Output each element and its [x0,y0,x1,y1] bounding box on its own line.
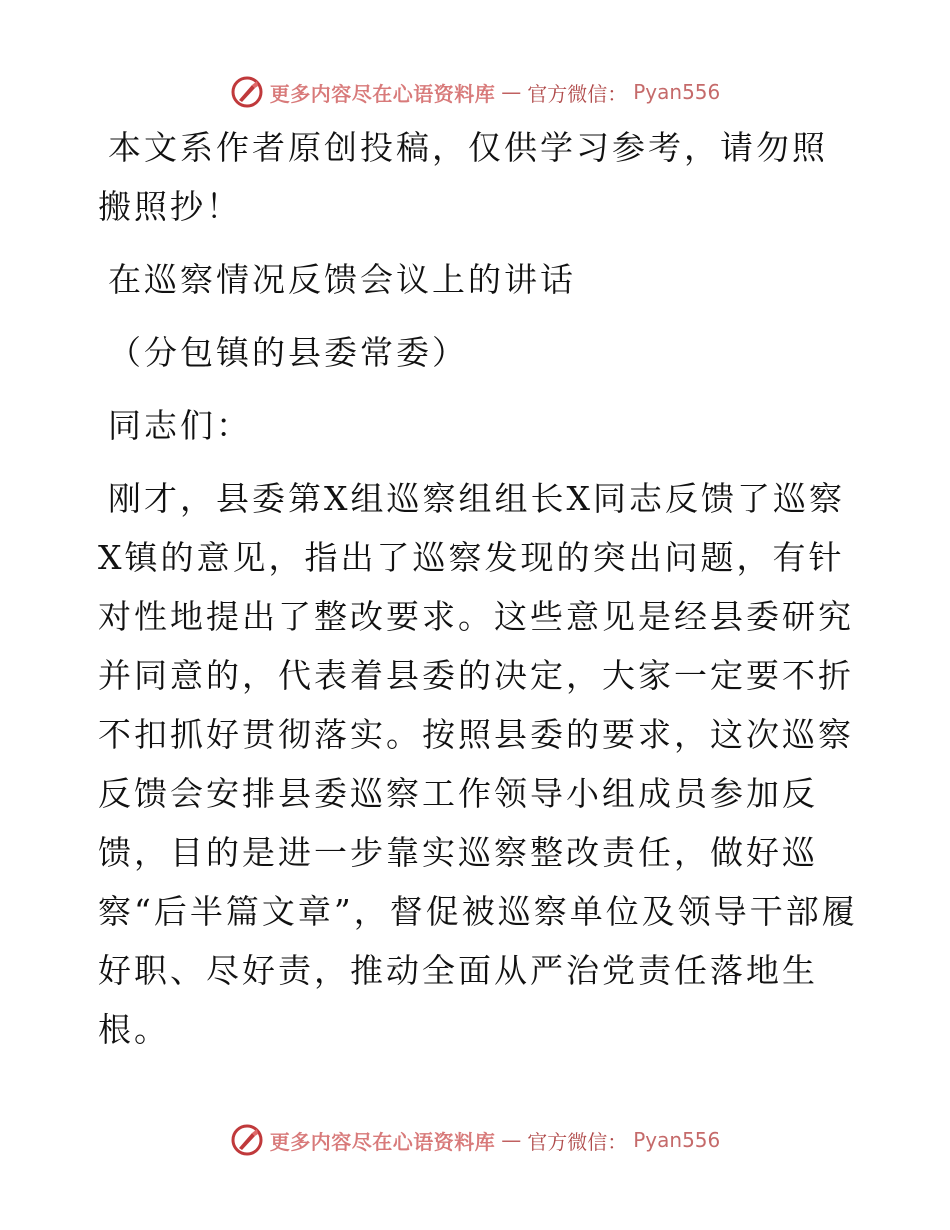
body-paragraph: 刚才，县委第X组巡察组组长X同志反馈了巡察X镇的意见，指出了巡察发现的突出问题，有针对性地提出了整改要求。这些意见是经县委研究并同意的，代表着县委的决定，大家一定要不折不扣抓好贯彻落实。按照县委的要求，这次巡察反馈会安排县委巡察工作领导小组成员参加反馈，目的是进一步靠实巡察整改责任，做好巡察“后半篇文章”，督促被巡察单位及领导干部履好职、尽好责，推动全面从严治党责任落地生根。 [98,479,858,1049]
watermark-official-label: 官方微信： [527,1129,628,1154]
document-title: 在巡察情况反馈会议上的讲话 [108,260,576,299]
watermark-wechat-id: Pyan556 [633,1128,721,1152]
salutation: 同志们： [108,406,252,445]
quill-pen-logo-icon [230,75,264,109]
watermark-dash: — [501,1128,522,1152]
watermark-site-name: 更多内容尽在心语资料库 [269,81,496,106]
document-content [98,118,858,1059]
footer-watermark [0,1120,950,1160]
header-watermark [0,72,950,112]
copyright-notice: 本文系作者原创投稿，仅供学习参考，请勿照搬照抄！ [98,128,828,226]
watermark-wechat-id: Pyan556 [633,80,721,104]
document-subtitle: （分包镇的县委常委） [108,333,468,372]
quill-pen-logo-icon [230,1123,264,1157]
watermark-dash: — [501,80,522,104]
watermark-site-name: 更多内容尽在心语资料库 [269,1129,496,1154]
watermark-official-label: 官方微信： [527,81,628,106]
